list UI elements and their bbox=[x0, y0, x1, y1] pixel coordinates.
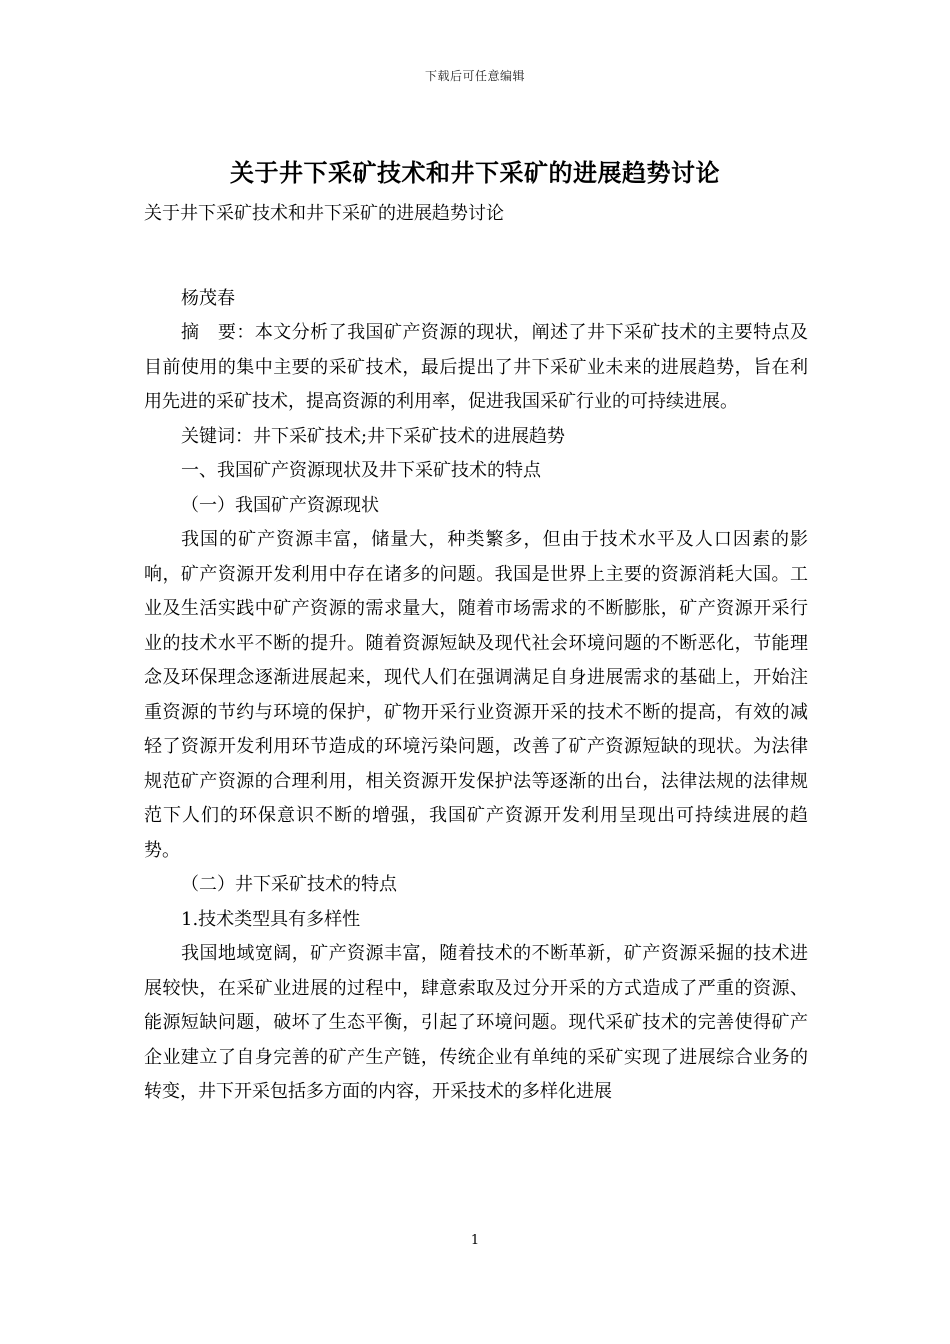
blank-line bbox=[144, 232, 808, 282]
keywords-line: 关键词：井下采矿技术;井下采矿技术的进展趋势 bbox=[181, 425, 566, 447]
abstract-paragraph: 摘 要：本文分析了我国矿产资源的现状，阐述了井下采矿技术的主要特点及目前使用的集中主要的采矿技术，最后提出了井下采矿业未来的进展趋势，旨在利用先进的采矿技术，提高资源的利用率，促进我国采矿行业的可持续进展。 bbox=[144, 322, 808, 412]
page-number: 1 bbox=[470, 1233, 480, 1248]
subsection-heading-1-1: （一）我国矿产资源现状 bbox=[181, 494, 379, 516]
document-subtitle: 关于井下采矿技术和井下采矿的进展趋势讨论 bbox=[144, 203, 504, 224]
document-title: 关于井下采矿技术和井下采矿的进展趋势讨论 bbox=[230, 159, 720, 187]
section-heading-1: 一、我国矿产资源现状及井下采矿技术的特点 bbox=[181, 460, 541, 481]
subsection-heading-1-2: （二）井下采矿技术的特点 bbox=[181, 874, 397, 895]
document-body bbox=[144, 197, 808, 1110]
author-name: 杨茂春 bbox=[181, 287, 235, 309]
header-note: 下载后可任意编辑 bbox=[424, 69, 525, 83]
body-paragraph-1-2-1: 我国地域宽阔，矿产资源丰富，随着技术的不断革新，矿产资源采掘的技术进展较快，在采矿业进展的过程中，肆意索取及过分开采的方式造成了严重的资源、能源短缺问题，破坏了生态平衡，引起了环境问题。现代采矿技术的完善使得矿产企业建立了自身完善的矿产生产链，传统企业有单纯的采矿实现了进展综合业务的转变，井下开采包括多方面的内容，开采技术的多样化进展 bbox=[144, 943, 808, 1102]
body-paragraph-1-1: 我国的矿产资源丰富，储量大，种类繁多，但由于技术水平及人口因素的影响，矿产资源开发利用中存在诸多的问题。我国是世界上主要的资源消耗大国。工业及生活实践中矿产资源的需求量大，随着市场需求的不断膨胀，矿产资源开采行业的技术水平不断的提升。随着资源短缺及现代社会环境问题的不断恶化，节能理念及环保理念逐渐进展起来，现代人们在强调满足自身进展需求的基础上，开始注重资源的节约与环境的保护，矿物开采行业资源开采的技术不断的提高，有效的减轻了资源开发利用环节造成的环境污染问题，改善了矿产资源短缺的现状。为法律规范矿产资源的合理利用，相关资源开发保护法等逐渐的出台，法律法规的法律规范下人们的环保意识不断的增强，我国矿产资源开发利用呈现出可持续进展的趋势。 bbox=[144, 529, 808, 861]
subsection-heading-1-2-1: 1.技术类型具有多样性 bbox=[181, 908, 361, 930]
